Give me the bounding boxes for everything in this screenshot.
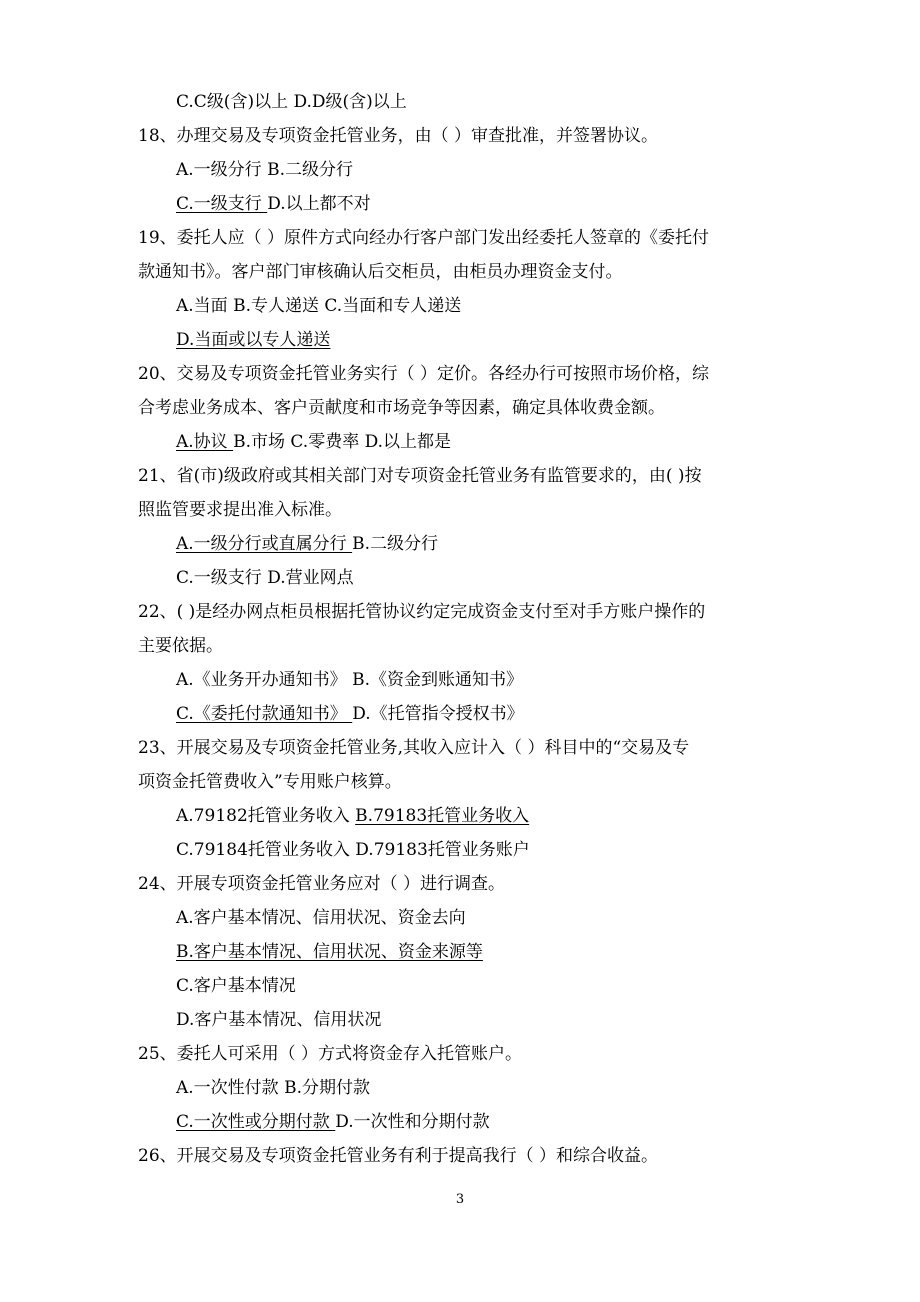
option-text: B.二级分行	[352, 534, 438, 554]
answer-line	[176, 187, 796, 221]
question-continuation	[138, 629, 798, 663]
question-text: 23、开展交易及专项资金托管业务,其收入应计入（ ）科目中的“交易及专	[138, 738, 690, 758]
answer-line	[176, 323, 796, 357]
answer-line	[176, 799, 796, 833]
answer-line	[176, 697, 796, 731]
option-line	[176, 969, 796, 1003]
question-20	[138, 357, 798, 391]
option-text: A.一级分行 B.二级分行	[176, 160, 353, 180]
question-26	[138, 1139, 798, 1173]
correct-answer: C.一次性或分期付款	[176, 1112, 336, 1132]
correct-answer: B.79183托管业务收入	[355, 806, 530, 826]
answer-line	[176, 935, 796, 969]
question-22	[138, 595, 798, 629]
correct-answer: C.一级支行	[176, 194, 268, 214]
option-text: A.79182托管业务收入	[176, 806, 356, 826]
correct-answer: A.一级分行或直属分行	[176, 534, 353, 554]
option-text: A.当面 B.专人递送 C.当面和专人递送	[176, 296, 462, 316]
option-line	[176, 1003, 796, 1037]
question-text: 24、开展专项资金托管业务应对（ ）进行调查。	[138, 874, 506, 894]
option-text: B.市场 C.零费率 D.以上都是	[233, 432, 452, 452]
question-text: 21、省(市)级政府或其相关部门对专项资金托管业务有监管要求的，由( )按	[138, 466, 702, 486]
option-line	[176, 289, 796, 323]
option-text: D.一次性和分期付款	[335, 1112, 490, 1132]
question-text: 合考虑业务成本、客户贡献度和市场竞争等因素，确定具体收费金额。	[138, 398, 665, 418]
option-line	[176, 85, 796, 119]
page-number: 3	[455, 1192, 465, 1207]
answer-line	[176, 527, 796, 561]
option-line	[176, 663, 796, 697]
question-text: 主要依据。	[138, 636, 223, 656]
question-continuation	[138, 391, 798, 425]
option-line	[176, 561, 796, 595]
correct-answer: B.客户基本情况、信用状况、资金来源等	[176, 942, 483, 962]
question-19	[138, 221, 798, 255]
question-text: 19、委托人应（ ）原件方式向经办行客户部门发出经委托人签章的《委托付	[138, 228, 710, 248]
option-text: D.《托管指令授权书》	[352, 704, 524, 724]
option-text: C.客户基本情况	[176, 976, 296, 996]
option-line	[176, 153, 796, 187]
correct-answer: A.协议	[176, 432, 234, 452]
option-text: A.《业务开办通知书》 B.《资金到账通知书》	[176, 670, 523, 690]
correct-answer: D.当面或以专人递送	[176, 330, 331, 350]
question-continuation	[138, 255, 798, 289]
option-text: C.79184托管业务收入 D.79183托管业务账户	[176, 840, 530, 860]
option-line	[176, 833, 796, 867]
option-line	[176, 901, 796, 935]
question-text: 26、开展交易及专项资金托管业务有利于提高我行（ ）和综合收益。	[138, 1146, 659, 1166]
question-25	[138, 1037, 798, 1071]
question-text: 25、委托人可采用（ ）方式将资金存入托管账户。	[138, 1044, 523, 1064]
question-text: 20、交易及专项资金托管业务实行（ ）定价。各经办行可按照市场价格，综	[138, 364, 710, 384]
question-24	[138, 867, 798, 901]
option-text: A.一次性付款 B.分期付款	[176, 1078, 370, 1098]
answer-line	[176, 425, 796, 459]
question-text: 项资金托管费收入”专用账户核算。	[138, 772, 402, 792]
correct-answer: C.《委托付款通知书》	[176, 704, 353, 724]
answer-line	[176, 1105, 796, 1139]
option-text: A.客户基本情况、信用状况、资金去向	[176, 908, 466, 928]
question-21	[138, 459, 798, 493]
question-continuation	[138, 493, 798, 527]
question-text: 18、办理交易及专项资金托管业务，由（ ）审查批准，并签署协议。	[138, 126, 659, 146]
question-continuation	[138, 765, 798, 799]
option-text: D.以上都不对	[267, 194, 371, 214]
option-text: C.C级(含)以上 D.D级(含)以上	[176, 92, 407, 112]
question-text: 款通知书》。客户部门审核确认后交柜员，由柜员办理资金支付。	[138, 262, 623, 282]
question-text: 照监管要求提出准入标准。	[138, 500, 342, 520]
option-text: D.客户基本情况、信用状况	[176, 1010, 382, 1030]
option-text: C.一级支行 D.营业网点	[176, 568, 354, 588]
question-23	[138, 731, 798, 765]
question-text: 22、( )是经办网点柜员根据托管协议约定完成资金支付至对手方账户操作的	[138, 602, 706, 622]
option-line	[176, 1071, 796, 1105]
question-18	[138, 119, 798, 153]
